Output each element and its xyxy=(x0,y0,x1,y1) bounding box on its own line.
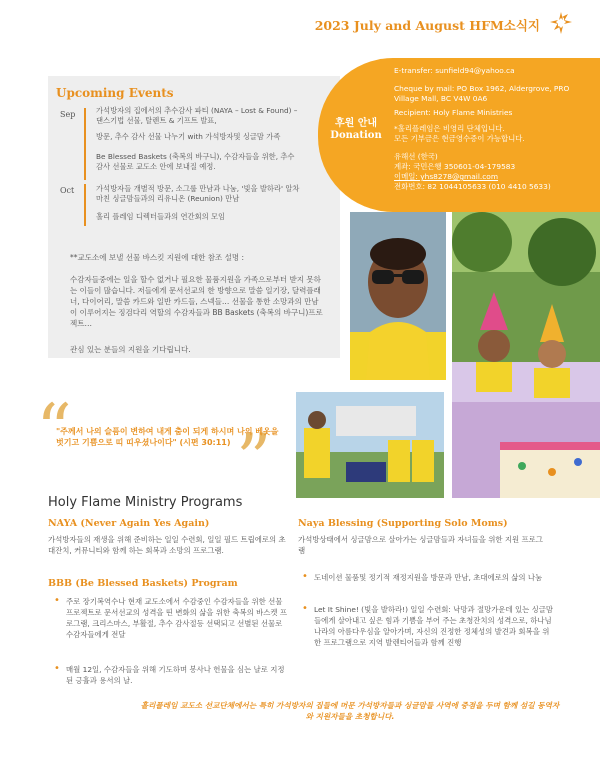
basket-note-body: 수감자들중에는 일을 할수 없거나 필요한 물품지원을 가족으로부터 받지 못하는 이들이 많습니다. 저들에게 문서선교의 한 방향으로 말씀 일기장, 달력플래너, 다이어리, 말씀 카드와 일반 카드들, 스넥들… 선물을 통한 소망과의 만남이 이루어지는 징검다리 역할의 수감자들과 BB Baskets (축복의 바구니)프로젝트… xyxy=(70,275,323,328)
bbb-title: BBB (Be Blessed Baskets) Program xyxy=(48,578,238,589)
child-sunglasses-photo xyxy=(350,212,446,380)
naya-body: 가석방자들의 재생을 위해 준비하는 일일 수련회, 일일 필드 트립에로의 초대잔치, 커뮤니티와 함께 하는 회복과 소망의 프로그램. xyxy=(48,535,286,555)
outdoor-event-photo xyxy=(296,392,444,498)
basket-note-title: **교도소에 보낼 선물 바스킷 지원에 대한 참조 설명 : xyxy=(70,253,244,262)
event-sep-line-3: Be Blessed Baskets (축복의 바구니), 수감자들을 위한, 추수감사 선물로 교도소 안에 보내질 예정. xyxy=(96,152,295,171)
events-title: Upcoming Events xyxy=(56,86,174,100)
naya-blessing-body: 가석방상태에서 싱글맘으로 살아가는 싱글맘들과 자녀들을 위한 지원 프로그램 xyxy=(298,535,543,555)
donation-label xyxy=(326,118,386,142)
phone-number: 전화번호: 82 1044105633 (010 4410 5633) xyxy=(394,182,551,191)
event-divider xyxy=(84,184,86,226)
korea-contact: 유해선 (한국) xyxy=(394,152,438,161)
event-month-oct: Oct xyxy=(60,186,75,195)
naya-blessing-item-2: • Let It Shine! (빛을 발하라!) 일일 수련회: 낙망과 절망가운데 있는 싱글맘들에게 살아내고 싶은 힘과 기쁨을 부어 주는 초청잔치의 성격으로, 하나님 나라의 아름다우심을 알아가며, 자신의 진정한 정체성의 발견과 회복을 위한 프로그램으로 지역 발렌티어들과 함께 진행 xyxy=(314,604,554,648)
basket-note-end: 관심 있는 분들의 지원을 기다립니다. xyxy=(70,345,191,354)
naya-blessing-title: Naya Blessing (Supporting Solo Moms) xyxy=(298,518,508,529)
programs-title: Holy Flame Ministry Programs xyxy=(48,495,243,510)
naya-blessing-item-1: • 도네이션 물품및 정기적 재정지원을 방문과 만남, 초대에로의 삶의 나눔 xyxy=(314,572,554,583)
close-quote-icon: ” xyxy=(236,419,272,501)
newsletter-title: 2023 July and August HFM소식지 xyxy=(314,18,540,33)
cheque-info: Cheque by mail: PO Box 1962, Aldergrove, PRO Village Mall, BC V4W 0A6 xyxy=(394,84,570,103)
etransfer-info: E-transfer: sunfield94@yahoo.ca xyxy=(394,66,515,75)
birthday-party-photo xyxy=(452,212,600,402)
bbb-item-2: • 매월 12일, 수감자들을 위해 기도하며 봉사나 헌물을 심는 날로 지정된 긍휼과 용서의 날. xyxy=(66,664,288,686)
recipient-info: Recipient: Holy Flame Ministries xyxy=(394,108,513,117)
event-sep-line-2: 방문, 추수 감사 선물 나누기 with 가석방자및 싱글맘 가족 xyxy=(96,132,281,141)
donation-label-ko: 후원 안내 xyxy=(334,118,378,129)
naya-title: NAYA (Never Again Yes Again) xyxy=(48,518,210,529)
birthday-cake-photo xyxy=(452,402,600,498)
open-quote-icon: “ xyxy=(36,389,72,471)
psalm-quote: "주께서 나의 슬픔이 변하여 내게 춤이 되게 하시며 나의 베옷을 벗기고 기쁨으로 띠 띠우셨나이다" (시편 30:11) xyxy=(56,427,279,447)
nonprofit-note: *홀리플레임은 비영리 단체입니다. xyxy=(394,124,505,133)
email-link[interactable]: 이메일: yhs8278@gmail.com xyxy=(394,172,499,181)
event-month-sep: Sep xyxy=(60,110,76,119)
footer-invitation: 홀리플레임 교도소 선교단체에서는 특히 가석방자의 집들에 머문 가석방자들과 싱글맘들 사역에 중점을 두며 함께 섬길 동역자와 지원자들을 초청합니다. xyxy=(140,701,560,721)
event-divider xyxy=(84,108,86,180)
bbb-item-1: • 주로 장기복역수나 현재 교도소에서 수감중인 수감자들을 위한 선물 프로젝트로 문서선교의 성격을 띤 변화의 삶을 위한 축복의 바스켓 프로그램, 크리스마스, 부활절, 추수 감사절등 선택되고 선별된 선물로 수감자들에게 전달 xyxy=(66,596,288,640)
event-oct-line-1: 가석방자들 개별적 방문, 소그룹 만남과 나눔, '빛을 발하라' 알차 마친 싱글맘들과의 리유니온 (Reunion) 만남 xyxy=(96,184,300,203)
bank-account: 계좌: 국민은행 350601-04-179583 xyxy=(394,162,516,171)
donation-label-en: Donation xyxy=(330,130,382,141)
flame-logo-icon xyxy=(548,10,574,36)
event-sep-line-1: 가석방자의 집에서의 추수감사 파티 (NAYA – Lost & Found) – 댄스기법 선물, 탈렌트 & 기프트 발표, xyxy=(96,106,298,125)
event-oct-line-2: 홀리 플레임 디렉터들과의 연간회의 모임 xyxy=(96,212,226,221)
receipt-note: 모든 기부금은 현금영수증이 가능합니다. xyxy=(394,134,525,143)
